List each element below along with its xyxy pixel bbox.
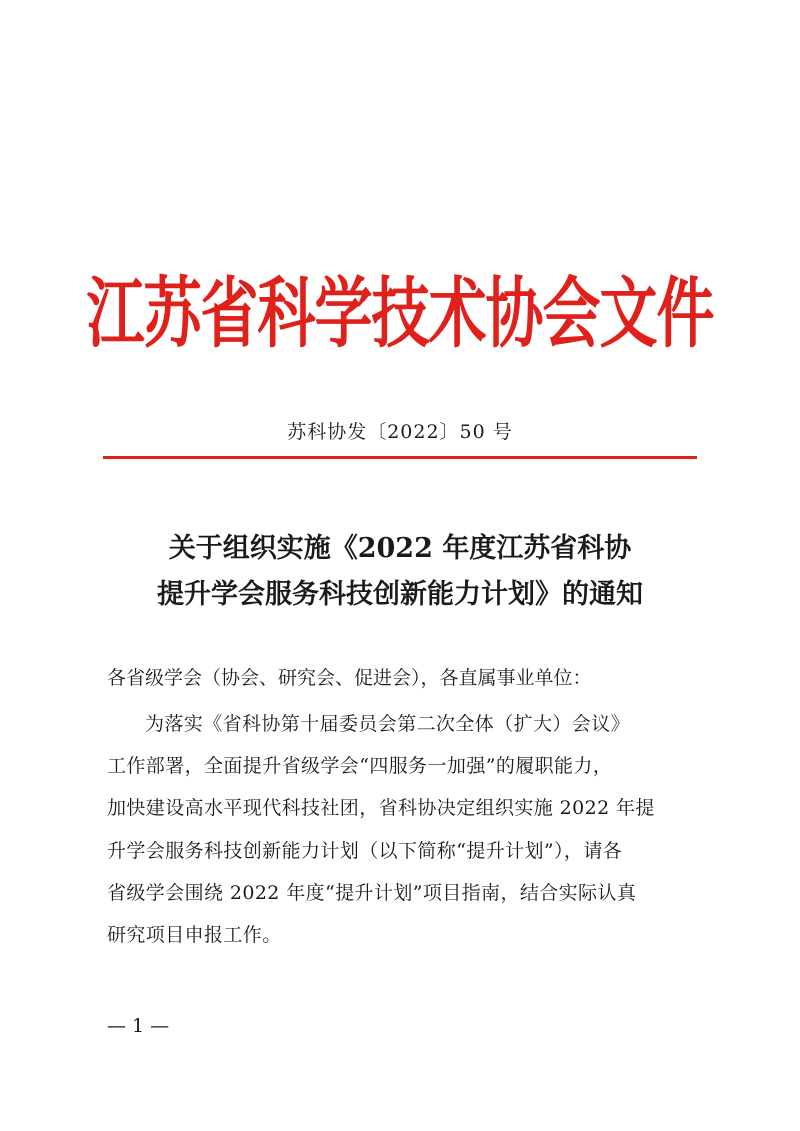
salutation: 各省级学会（协会、研究会、促进会），各直属事业单位：: [107, 667, 592, 689]
body-line: 工作部署，全面提升省级学会“四服务一加强”的履职能力，: [107, 755, 613, 778]
red-divider-line: [103, 456, 697, 459]
notice-title-line-2: 提升学会服务科技创新能力计划》的通知: [157, 579, 643, 610]
body-paragraph: [107, 703, 701, 956]
body-line: 加快建设高水平现代科技社团，省科协决定组织实施 2022 年提: [107, 797, 655, 820]
document-number: 苏科协发〔2022〕50 号: [287, 421, 513, 443]
body-line: 研究项目申报工作。: [107, 923, 282, 946]
notice-title: [0, 526, 800, 618]
body-line: 为落实《省科协第十届委员会第二次全体（扩大）会议》: [145, 713, 631, 735]
body-line: 省级学会围绕 2022 年度“提升计划”项目指南，结合实际认真: [107, 881, 637, 904]
masthead-title: 江苏省科学技术协会文件: [86, 268, 714, 359]
page-number: — 1 —: [107, 1015, 170, 1037]
body-line: 升学会服务科技创新能力计划（以下简称“提升计划”），请各: [107, 839, 623, 862]
notice-title-line-1: 关于组织实施《2022 年度江苏省科协: [168, 533, 632, 564]
